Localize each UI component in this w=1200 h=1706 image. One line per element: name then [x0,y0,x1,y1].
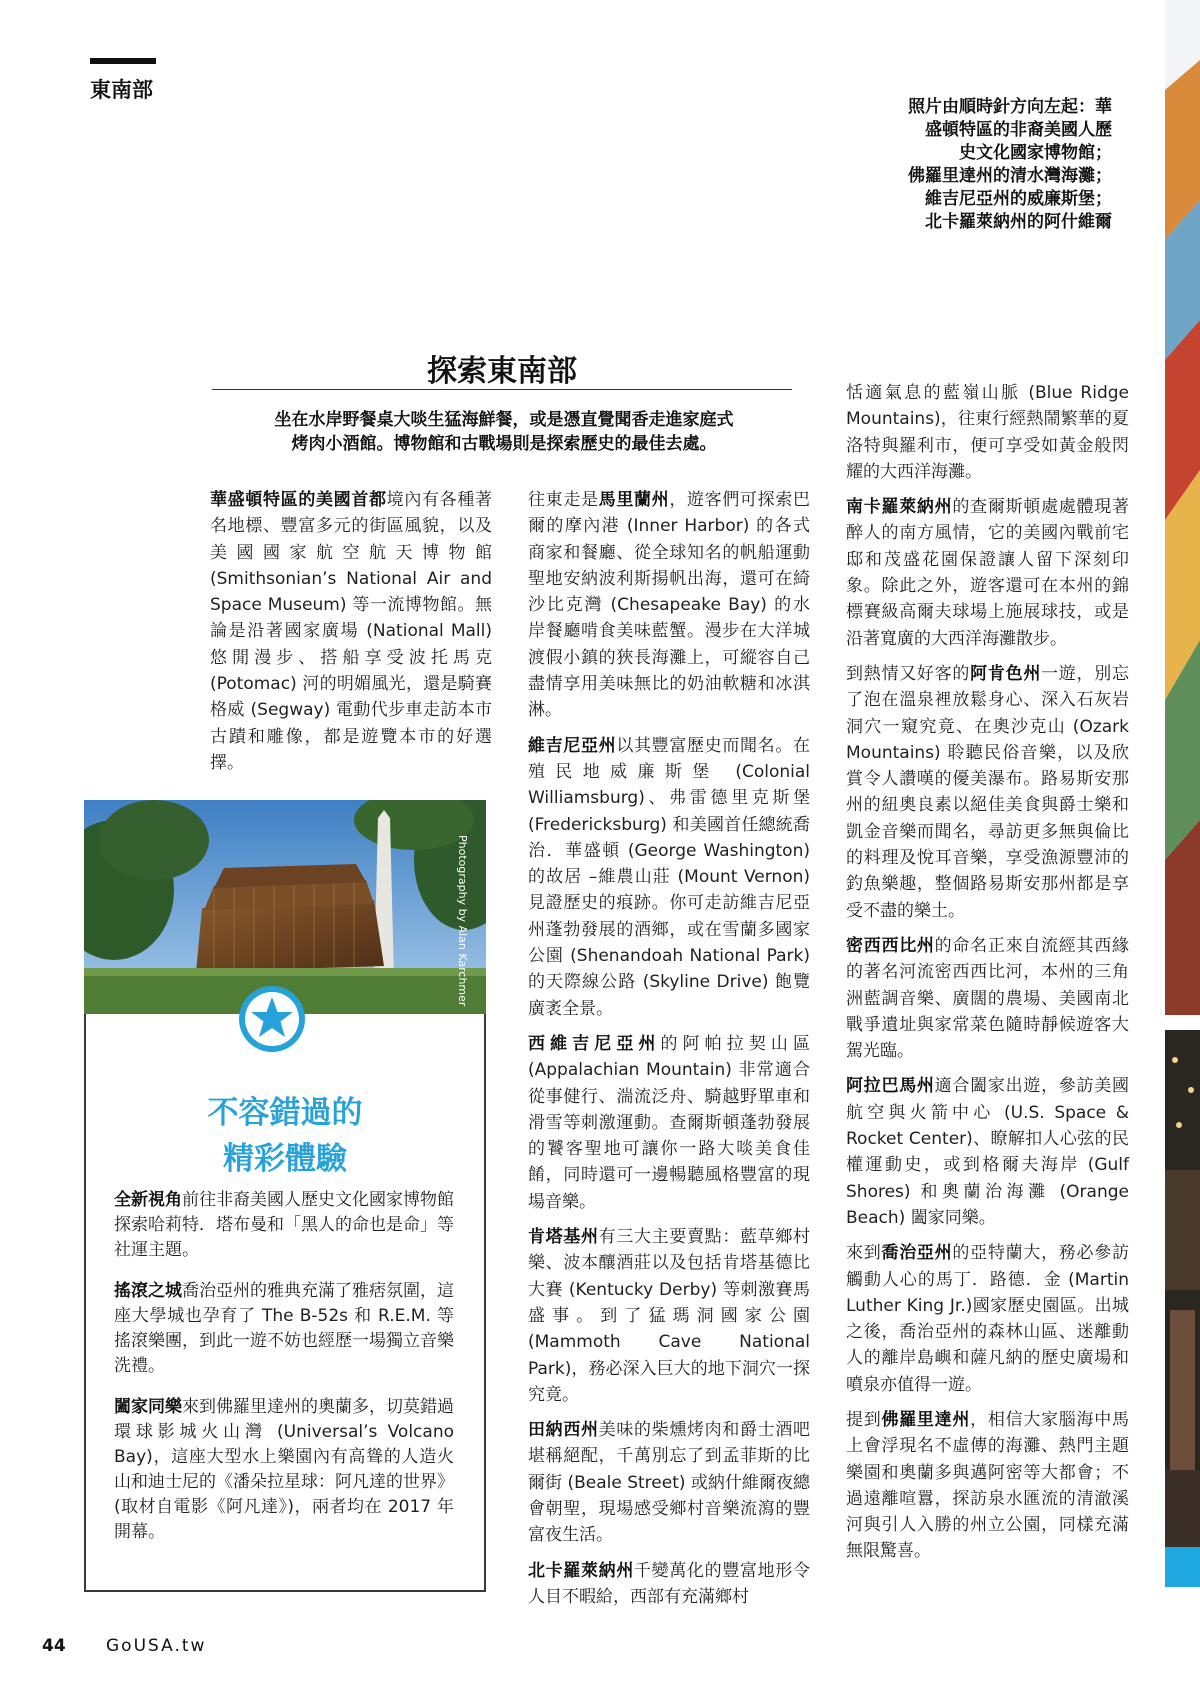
paragraph-keyword: 佛羅里達州 [881,1409,971,1430]
paragraph-keyword: 華盛頓特區的美國首都 [210,490,387,510]
body-paragraph [846,661,1129,924]
paragraph-text: 的命名正來自流經其西緣的著名河流密西西比河，本州的三角洲藍調音樂、廣闊的農場、美國南北戰爭遺址與家常菜色隨時靜候遊客大駕光臨。 [846,935,1130,1062]
paragraph-lead-text: 往東走是 [528,490,599,510]
body-paragraph [846,380,1129,485]
deck-line: 烤肉小酒館。博物館和古戰場則是探索歷史的最佳去處。 [291,434,717,454]
body-paragraph [528,1224,810,1408]
section-label: 東南部 [90,78,153,102]
page-number: 44 [42,1636,66,1656]
paragraph-lead-text: 到熱情又好客的 [846,663,971,684]
body-paragraph [846,933,1129,1064]
caption-line: 北卡羅萊納州的阿什維爾 [925,212,1112,232]
body-column-2 [528,487,810,1619]
article-deck [250,408,758,456]
callout-item [114,1279,454,1379]
paragraph-keyword: 馬里蘭州 [598,490,670,510]
deck-line: 坐在水岸野餐桌大啖生猛海鮮餐，或是憑直覺聞香走進家庭式 [274,410,734,430]
paragraph-lead-text: 來到 [846,1243,882,1264]
paragraph-text: 一遊，別忘了泡在溫泉裡放鬆身心、深入石灰岩洞穴一窺究竟、在奧沙克山 (Ozark Mountains) 聆聽民俗音樂，以及欣賞令人讚嘆的優美瀑布。路易斯安那州的紐奧良素以絕佳美食與爵士樂和凱金音樂而聞名，尋訪更多無與倫比的料理及悅耳音樂，享受漁源豐沛的釣魚樂趣，整個路易斯安那州都是享受不盡的樂土。 [846,663,1130,921]
photo-caption [850,96,1112,234]
callout-item [114,1188,454,1263]
paragraph-keyword: 密西西比州 [846,935,935,956]
paragraph-text: 境內有各種著名地標、豐富多元的街區風貌，以及美國國家航空航天博物館 (Smithsonian’s National Air and Space Museum) 等一流博物館。無論是沿著國家廣場 (National Mall) 悠閒漫步、搭船享受波托馬克 (Potomac) 河的明媚風光，還是騎賽格威 (Segway) 電動代步車走訪本市古蹟和雕像，都是遊覽本市的好選擇。 [210,490,493,773]
paragraph-keyword: 維吉尼亞州 [528,735,617,756]
site-name: GoUSA.tw [106,1636,207,1656]
edge-photo-top [1165,0,1200,1015]
star-icon [237,984,307,1054]
body-paragraph [846,1240,1129,1398]
paragraph-text: 的阿帕拉契山區 (Appalachian Mountain) 非常適合從事健行、湍流泛舟、騎越野單車和滑雪等刺激運動。查爾斯頓蓬勃發展的饕客聖地可讓你一路大啖美食佳餚，同時還可一邊暢聽風格豐富的現場音樂。 [528,1033,810,1212]
edge-photo-bottom [1165,1030,1200,1550]
paragraph-text: 美味的柴燻烤肉和爵士酒吧堪稱絕配，千萬別忘了到孟菲斯的比爾街 (Beale Street) 或納什維爾夜總會朝聖，現場感受鄉村音樂流瀉的豐富夜生活。 [528,1420,811,1546]
body-paragraph [528,1558,810,1611]
callout-item [114,1395,454,1545]
article-title: 探索東南部 [427,354,577,389]
body-paragraph [528,1417,810,1548]
callout-title-line: 不容錯過的 [207,1095,363,1131]
callout-item-text: 來到佛羅里達州的奧蘭多，切莫錯過環球影城火山灣 (Universal’s Volcano Bay)，這座大型水上樂園內有高聳的人造火山和迪士尼的《潘朵拉星球：阿凡達的世界》(取材自電影《阿凡達》)，兩者均在 2017 年開幕。 [114,1397,454,1542]
paragraph-text: ，遊客們可探索巴爾的摩內港 (Inner Harbor) 的各式商家和餐廳、從全球知名的帆船運動聖地安納波利斯揚帆出海，還可在綺沙比克灣 (Chesapeake Bay) 的水岸餐廳啃食美味藍蟹。漫步在大洋城渡假小鎮的狹長海灘上，可縱容自己盡情享用美味無比的奶油軟糖和冰淇淋。 [528,490,811,721]
photo-credit: Photography by Alan Karchmer [456,835,469,1007]
body-paragraph [846,494,1129,652]
museum-photo [84,800,486,1014]
caption-line: 照片由順時針方向左起：華 [908,97,1112,117]
body-paragraph [528,733,810,1022]
caption-line: 盛頓特區的非裔美國人歷 [925,120,1112,140]
paragraph-text: ，相信大家腦海中馬上會浮現名不虛傳的海灘、熱門主題樂園和奧蘭多與邁阿密等大都會；不過遠離喧囂，探訪泉水匯流的清澈溪河與引人入勝的州立公園，同樣充滿無限驚喜。 [846,1409,1130,1562]
body-paragraph [846,1073,1129,1231]
museum-photo-art [84,800,486,1014]
paragraph-keyword: 田納西州 [528,1420,599,1441]
paragraph-keyword: 喬治亞州 [881,1243,953,1264]
callout-title [130,1090,440,1182]
callout-item-title: 闔家同樂 [114,1397,182,1417]
body-column-1 [210,487,492,785]
paragraph-keyword: 阿拉巴馬州 [846,1076,935,1097]
paragraph-text: 的亞特蘭大，務必參訪觸動人心的馬丁．路德．金 (Martin Luther King Jr.)國家歷史園區。出城之後，喬治亞州的森林山區、迷離動人的離岸島嶼和薩凡納的歷史廣場和噴泉亦值得一遊。 [846,1243,1130,1395]
edge-accent-block [1165,1547,1200,1587]
section-bar [90,58,156,64]
paragraph-keyword: 南卡羅萊納州 [846,497,953,518]
callout-item-text: 喬治亞州的雅典充滿了雅痞氛圍，這座大學城也孕育了 The B-52s 和 R.E.M. 等搖滾樂團，到此一遊不妨也經歷一場獨立音樂洗禮。 [114,1281,454,1376]
caption-line: 佛羅里達州的清水灣海灘； [908,166,1112,186]
callout-title-line: 精彩體驗 [223,1141,347,1177]
caption-line: 史文化國家博物館； [959,143,1112,163]
callout-body [114,1188,454,1561]
paragraph-text: 千變萬化的豐富地形令人目不暇給，西部有充滿鄉村 [528,1560,810,1607]
paragraph-text: 有三大主要賣點：藍草鄉村樂、波本釀酒莊以及包括肯塔基德比大賽 (Kentucky Derby) 等刺激賽馬盛事。到了猛瑪洞國家公園 (Mammoth Cave National Park)，務必深入巨大的地下洞穴一探究竟。 [528,1227,811,1405]
paragraph-keyword: 北卡羅萊納州 [528,1560,634,1581]
callout-item-text: 前往非裔美國人歷史文化國家博物館探索哈莉特．塔布曼和「黑人的命也是命」等社運主題。 [114,1190,454,1260]
paragraph-keyword: 阿肯色州 [970,663,1042,684]
caption-line: 維吉尼亞州的威廉斯堡； [925,189,1112,209]
body-column-3 [846,380,1129,1574]
title-rule [212,389,792,390]
body-paragraph [210,487,492,776]
callout-item-title: 搖滾之城 [114,1281,182,1301]
paragraph-text: 恬適氣息的藍嶺山脈 (Blue Ridge Mountains)，往東行經熱鬧繁華的夏洛特與羅利市，便可享受如黃金般閃耀的大西洋海灘。 [846,383,1129,482]
paragraph-keyword: 西維吉尼亞州 [528,1033,661,1054]
body-paragraph [846,1407,1129,1565]
callout-item-title: 全新視角 [114,1190,182,1210]
paragraph-text: 以其豐富歷史而聞名。在殖民地威廉斯堡 (Colonial Williamsburg)、弗雷德里克斯堡 (Fredericksburg) 和美國首任總統喬治．華盛頓 (George Washington) 的故居 –維農山莊 (Mount Vernon) 見證歷史的痕跡。你可走訪維吉尼亞州蓬勃發展的酒鄉，或在雪蘭多國家公園 (Shenandoah National Park) 的天際線公路 (Skyline Drive) 飽覽廣袤全景。 [528,735,811,1019]
body-paragraph [528,1031,810,1215]
paragraph-lead-text: 提到 [846,1409,882,1430]
body-paragraph [528,487,810,724]
paragraph-text: 適合闔家出遊，參訪美國航空與火箭中心 (U.S. Space & Rocket Center)、瞭解扣人心弦的民權運動史，或到格爾夫海岸 (Gulf Shores) 和奧蘭治海灘 (Orange Beach) 闔家同樂。 [846,1076,1130,1228]
paragraph-text: 的查爾斯頓處處體現著醉人的南方風情，它的美國內戰前宅邸和茂盛花園保證讓人留下深刻印象。除此之外，遊客還可在本州的錦標賽級高爾夫球場上施展球技，或是沿著寬廣的大西洋海灘散步。 [846,497,1130,649]
paragraph-keyword: 肯塔基州 [528,1227,599,1248]
